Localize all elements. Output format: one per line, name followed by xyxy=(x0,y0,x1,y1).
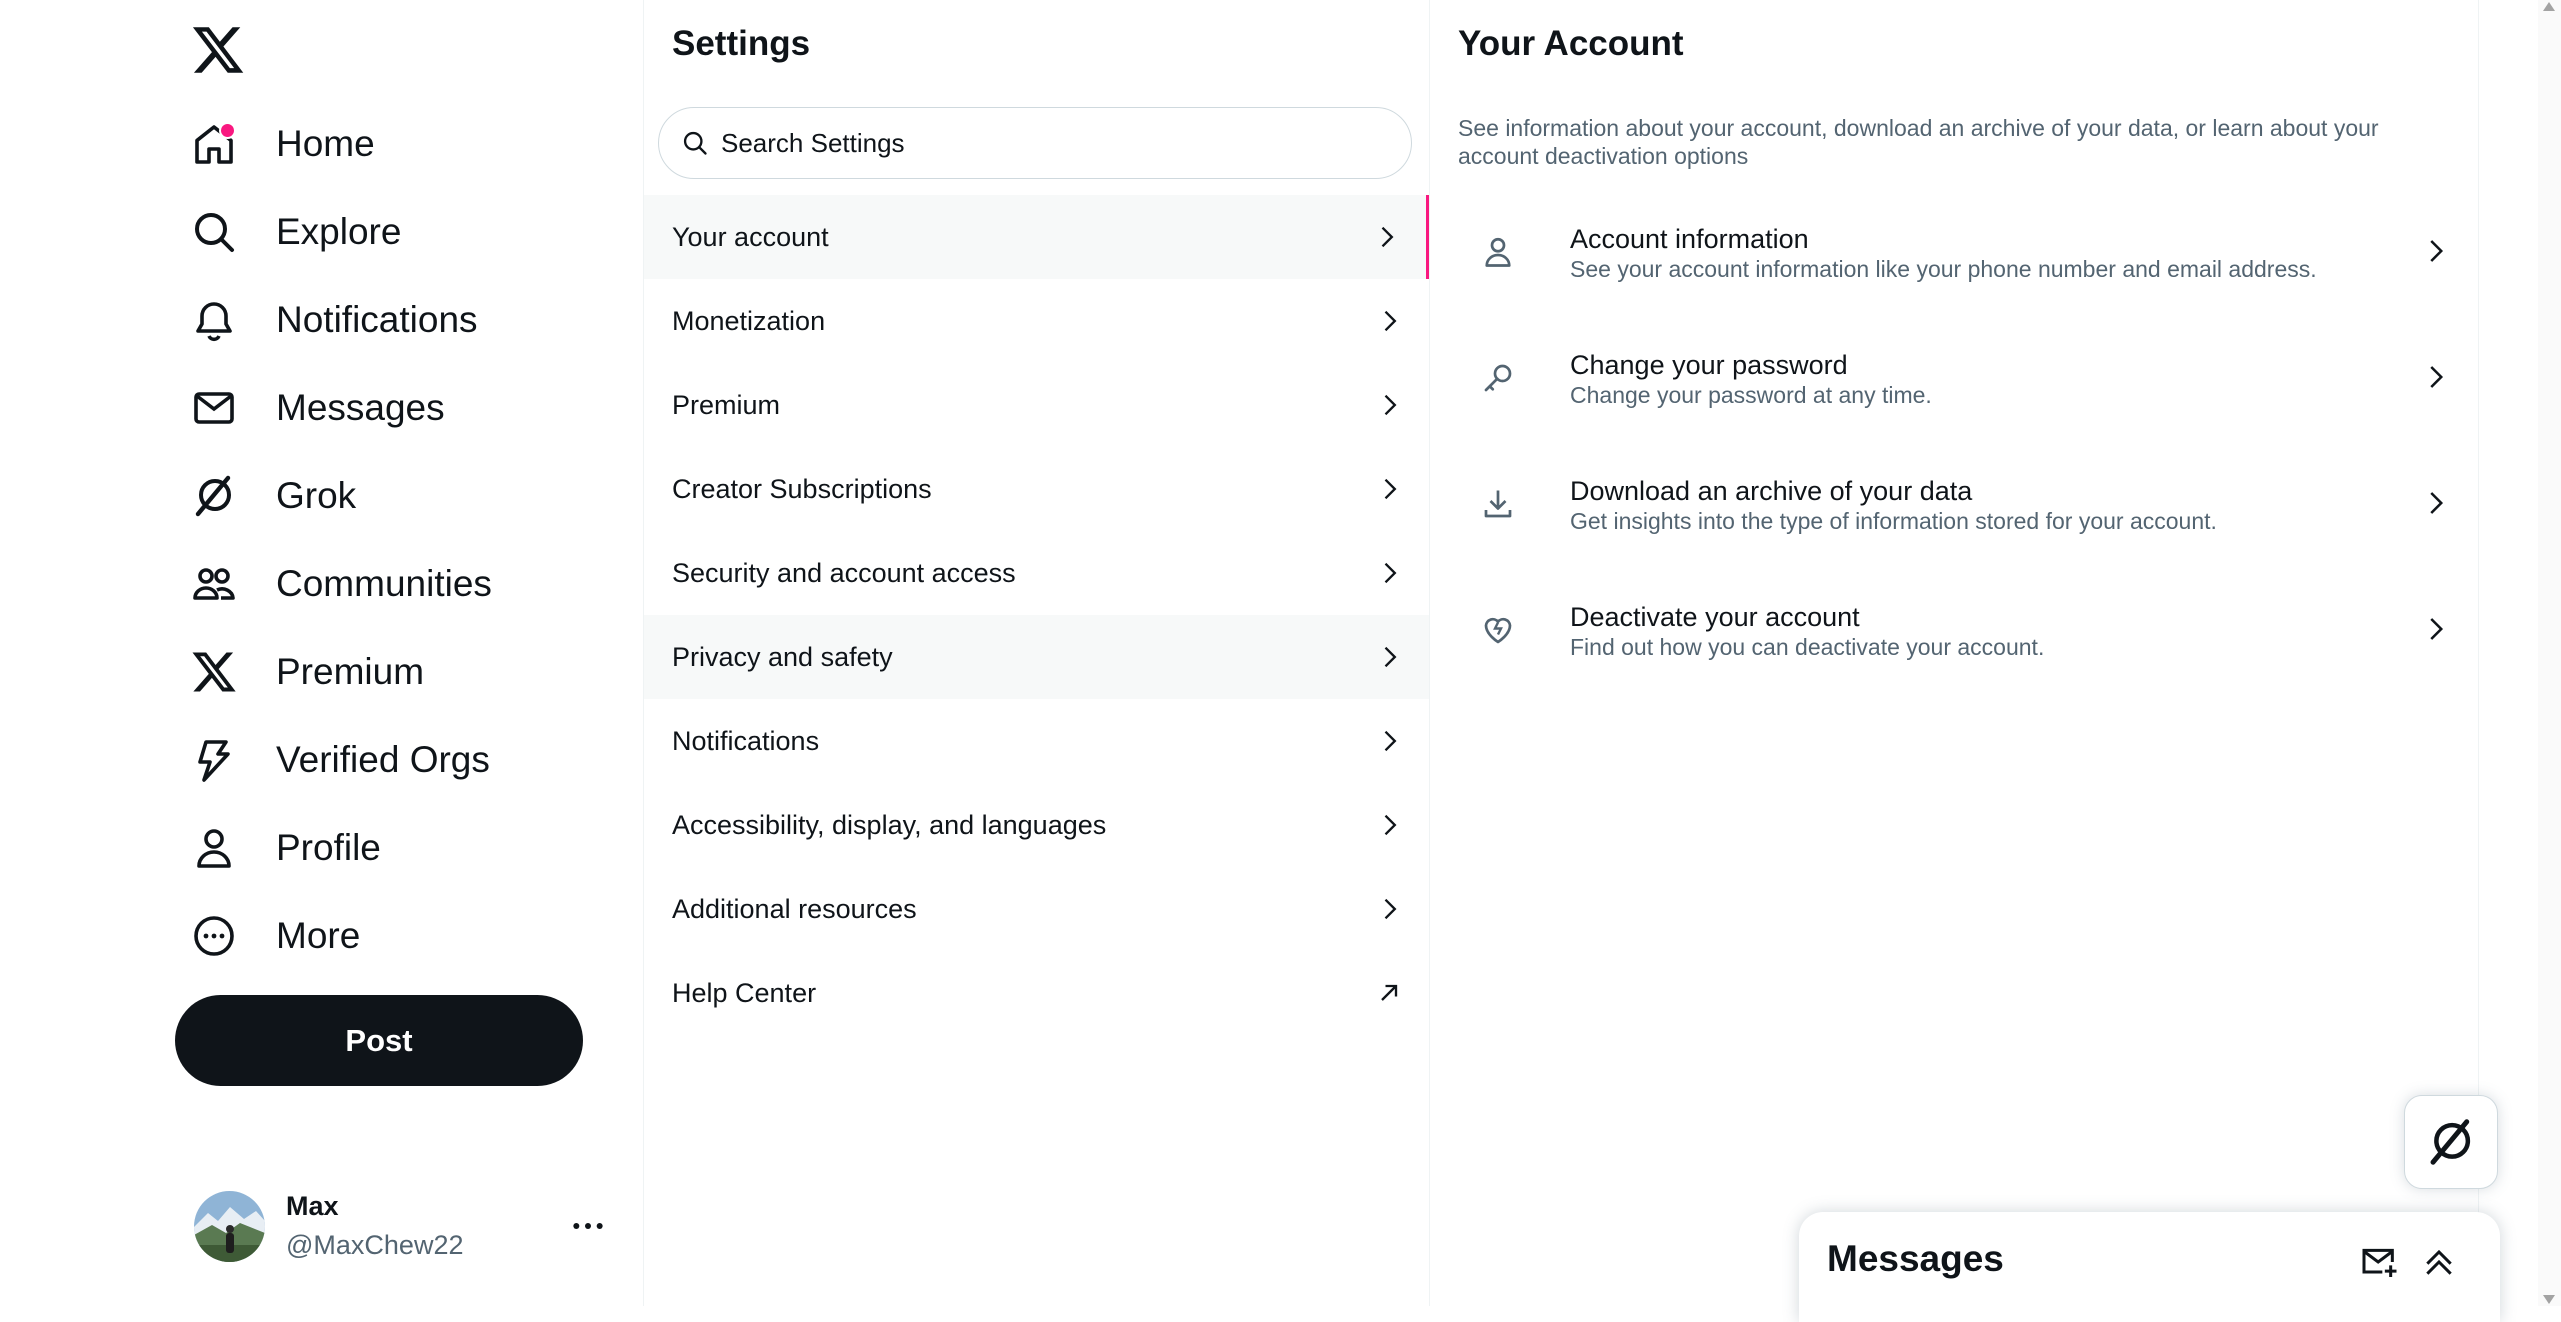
settings-item-label: Creator Subscriptions xyxy=(672,473,932,504)
option-subtitle: Get insights into the type of information stored for your account. xyxy=(1570,508,2217,534)
grok-icon xyxy=(2424,1115,2478,1169)
settings-item-security[interactable] xyxy=(644,531,1429,615)
nav-premium[interactable] xyxy=(190,632,424,712)
settings-item-notifications[interactable] xyxy=(644,699,1429,783)
nav-communities[interactable] xyxy=(190,544,492,624)
broken-heart-icon xyxy=(1480,612,1516,648)
chevron-right-icon xyxy=(2420,488,2450,518)
option-title: Deactivate your account xyxy=(1570,602,1860,632)
settings-item-accessibility[interactable] xyxy=(644,783,1429,867)
chevron-right-icon xyxy=(1375,475,1403,503)
settings-item-label: Monetization xyxy=(672,305,826,336)
people-icon xyxy=(190,560,238,608)
settings-item-your-account[interactable] xyxy=(644,195,1429,279)
more-circle-icon xyxy=(190,912,238,960)
chevron-right-icon xyxy=(1375,391,1403,419)
person-icon xyxy=(1480,234,1516,270)
nav-home[interactable] xyxy=(190,104,375,184)
nav-more[interactable] xyxy=(190,896,360,976)
key-icon xyxy=(1480,360,1516,396)
chevron-right-icon xyxy=(1375,811,1403,839)
nav-label: Verified Orgs xyxy=(276,739,490,780)
grok-button[interactable] xyxy=(2404,1095,2498,1189)
notification-dot xyxy=(219,122,236,139)
home-icon xyxy=(190,120,238,168)
search-icon xyxy=(190,208,238,256)
option-subtitle: Change your password at any time. xyxy=(1570,382,1932,408)
nav-label: Notifications xyxy=(276,299,478,340)
nav-label: Premium xyxy=(276,651,425,692)
avatar xyxy=(194,1191,265,1262)
primary-navigation xyxy=(0,0,643,1306)
messages-drawer-title: Messages xyxy=(1827,1238,2004,1279)
more-horizontal-icon[interactable] xyxy=(568,1206,608,1246)
settings-item-help-center[interactable] xyxy=(644,951,1429,1035)
chevron-right-icon xyxy=(1375,307,1403,335)
account-switcher[interactable] xyxy=(194,1186,614,1266)
option-subtitle: Find out how you can deactivate your account. xyxy=(1570,634,2045,660)
chevron-right-icon xyxy=(1375,727,1403,755)
settings-item-premium[interactable] xyxy=(644,363,1429,447)
account-option-deactivate[interactable] xyxy=(1428,568,2478,692)
settings-item-additional-resources[interactable] xyxy=(644,867,1429,951)
settings-column xyxy=(643,0,1430,1306)
x-logo-icon[interactable] xyxy=(190,22,246,78)
nav-label: Communities xyxy=(276,563,492,604)
nav-explore[interactable] xyxy=(190,192,401,272)
settings-item-label: Security and account access xyxy=(672,557,1016,588)
scroll-down-arrow-icon[interactable] xyxy=(2543,1295,2555,1304)
chevron-right-icon xyxy=(1372,223,1400,251)
nav-label: Messages xyxy=(276,387,445,428)
settings-item-label: Accessibility, display, and languages xyxy=(672,809,1107,840)
nav-label: Grok xyxy=(276,475,357,516)
option-title: Download an archive of your data xyxy=(1570,476,1973,506)
post-button[interactable]: Post xyxy=(175,995,583,1086)
account-option-password[interactable] xyxy=(1428,316,2478,440)
chevron-right-icon xyxy=(1375,559,1403,587)
search-icon xyxy=(681,129,709,157)
chevron-right-icon xyxy=(1375,895,1403,923)
nav-profile[interactable] xyxy=(190,808,381,888)
search-box[interactable] xyxy=(658,107,1412,179)
nav-grok[interactable] xyxy=(190,456,356,536)
account-text xyxy=(286,1191,463,1261)
account-panel xyxy=(1428,0,2479,1306)
chevron-right-icon xyxy=(2420,236,2450,266)
nav-label: More xyxy=(276,915,361,956)
account-handle: @MaxChew22 xyxy=(286,1230,464,1260)
settings-item-label: Help Center xyxy=(672,977,817,1008)
nav-label: Home xyxy=(276,123,375,164)
option-title: Account information xyxy=(1570,224,1809,254)
settings-item-label: Additional resources xyxy=(672,893,917,924)
option-title: Change your password xyxy=(1570,350,1848,380)
external-arrow-icon xyxy=(1375,979,1403,1007)
nav-notifications[interactable] xyxy=(190,280,478,360)
settings-item-label: Your account xyxy=(672,221,829,252)
nav-verified-orgs[interactable] xyxy=(190,720,490,800)
account-option-information[interactable] xyxy=(1428,190,2478,314)
settings-item-label: Premium xyxy=(672,389,781,420)
lightning-icon xyxy=(190,736,238,784)
page-title: Settings xyxy=(672,24,811,63)
chevron-right-icon xyxy=(1375,643,1403,671)
settings-item-label: Privacy and safety xyxy=(672,641,893,672)
panel-title: Your Account xyxy=(1458,24,1684,63)
bell-icon xyxy=(190,296,238,344)
person-icon xyxy=(190,824,238,872)
nav-label: Profile xyxy=(276,827,381,868)
grok-icon xyxy=(190,472,238,520)
new-message-icon[interactable] xyxy=(2359,1242,2399,1282)
envelope-icon xyxy=(190,384,238,432)
settings-item-privacy[interactable] xyxy=(644,615,1429,699)
search-input[interactable] xyxy=(719,127,1363,160)
chevrons-up-icon[interactable] xyxy=(2419,1242,2459,1282)
settings-item-monetization[interactable] xyxy=(644,279,1429,363)
nav-label: Explore xyxy=(276,211,402,252)
panel-description: See information about your account, download an archive of your data, or learn about your account deactivation options xyxy=(1458,115,2379,169)
chevron-right-icon xyxy=(2420,362,2450,392)
scroll-up-arrow-icon[interactable] xyxy=(2543,2,2555,11)
account-name: Max xyxy=(286,1191,339,1221)
download-icon xyxy=(1480,486,1516,522)
nav-messages[interactable] xyxy=(190,368,445,448)
settings-item-creator-subscriptions[interactable] xyxy=(644,447,1429,531)
chevron-right-icon xyxy=(2420,614,2450,644)
option-subtitle: See your account information like your phone number and email address. xyxy=(1570,256,2317,282)
settings-item-label: Notifications xyxy=(672,725,820,756)
x-logo-icon xyxy=(190,648,238,696)
account-option-download-archive[interactable] xyxy=(1428,442,2478,566)
page-scrollbar[interactable] xyxy=(2538,0,2561,1306)
